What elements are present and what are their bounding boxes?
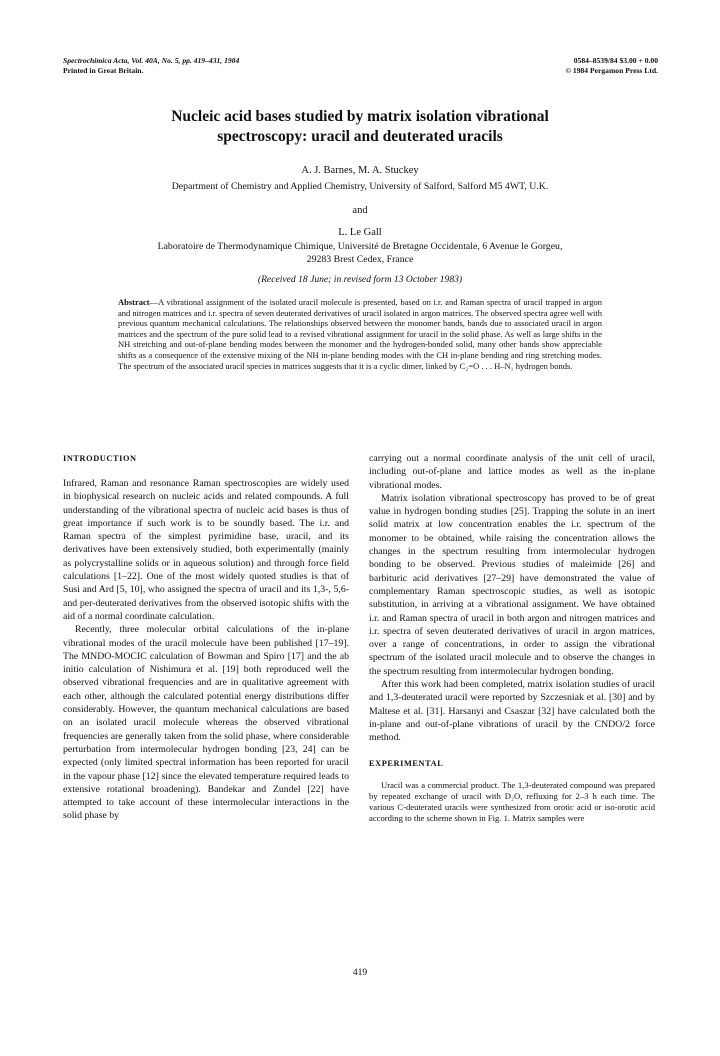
authors-group-1: A. J. Barnes, M. A. Stuckey <box>301 165 419 176</box>
experimental-paragraph-1: Uracil was a commercial product. The 1,3-deuterated compound was prepared by repeated exchange of uracil with D₂O, refluxing for 2–3 h each time. The various C-deuterated uracils were synthesized from orotic acid or iso-orotic acid according to the scheme shown in Fig. 1. Matrix samples were <box>369 779 655 823</box>
article-title <box>90 107 630 147</box>
abstract-text: —A vibrational assignment of the isolated uracil molecule is presented, based on i.r. and Raman spectra of uracil trapped in argon and nitrogen matrices and i.r. spectra of seven deuterated derivatives of uracil isolated in argon matrices. The observed spectra agree well with previous quantum mechanical calculations. The relationships observed between the monomer bands, bands due to associated uracil in argon matrices and the spectrum of the pure solid lead to a revised vibrational assignment for uracil in the solid phase. As well as large shifts in the NH stretching and out-of-plane bending modes between the monomer and the hydrogen-bonded solid, many other bands show appreciable shifts as a consequence of the extensive mixing of the NH in-plane bending modes with the CH in-plane bending and ring stretching modes. The spectrum of the associated uracil species in matrices suggests that it is a cyclic dimer, linked by C₂=O . . . H–N₁ hydrogen bonds. <box>118 297 603 371</box>
price-line-2: © 1984 Pergamon Press Ltd. <box>565 66 658 75</box>
affiliation-2-line-2: 29283 Brest Cedex, France <box>306 253 414 265</box>
journal-citation <box>63 56 239 76</box>
experimental-heading: EXPERIMENTAL <box>369 758 444 768</box>
right-column <box>369 452 655 824</box>
intro-paragraph-2: Recently, three molecular orbital calculations of the in-plane vibrational modes of the uracil molecule have been published [17–19]. The MNDO-MOCIC calculation of Bowman and Spiro [17] and the ab initio calculation of Nishimura et al. [19] both reproduced well the observed vibrational frequencies and are in qualitative agreement with each other, although the calculated potential energy distributions differ considerably. However, the quantum mechanical calculations are based on an isolated uracil molecule whereas the observed vibrational frequencies are generally taken from the solid phase, where considerable perturbation from intermolecular hydrogen bonding [23, 24] can be expected (only limited spectral information has been reported for uracil in the vapour phase [12] since the elevated temperature required leads to extensive rotational broadening). Bandekar and Zundel [22] have attempted to take account of these intermolecular interactions in the solid phase by <box>63 624 349 822</box>
left-column <box>63 452 349 823</box>
intro-paragraph-3: carrying out a normal coordinate analysis of the unit cell of uracil, including out-of-plane and lattice modes as well as the in-plane vibrational modes. <box>369 453 655 491</box>
price-line-1: 0584–8539/84 $3.00 + 0.00 <box>573 56 658 65</box>
title-line-2: spectroscopy: uracil and deuterated uracils <box>217 128 503 145</box>
affiliation-1: Department of Chemistry and Applied Chemistry, University of Salford, Salford M5 4WT, U.K. <box>171 181 549 192</box>
abstract <box>118 297 602 371</box>
affiliation-2 <box>63 241 657 266</box>
abstract-label: Abstract <box>118 297 150 307</box>
affiliation-2-line-1: Laboratoire de Thermodynamique Chimique, Université de Bretagne Occidentale, 6 Avenue le Gorgeu, <box>157 241 563 252</box>
journal-line-1: Spectrochimica Acta, Vol. 40A, No. 5, pp. 419–431, 1984 <box>63 56 240 65</box>
authors-group-2: L. Le Gall <box>338 227 382 238</box>
received-dates: (Received 18 June; in revised form 13 October 1983) <box>257 274 463 285</box>
author-conjunction: and <box>352 205 368 216</box>
title-line-1: Nucleic acid bases studied by matrix isolation vibrational <box>171 108 549 125</box>
journal-line-2: Printed in Great Britain. <box>63 66 144 75</box>
copyright-block <box>565 56 658 76</box>
intro-paragraph-4: Matrix isolation vibrational spectroscopy has proved to be of great value in hydrogen bonding studies [25]. Trapping the solute in an inert solid matrix at low concentration enables the i.r. spectrum of the monomer to be obtained, while raising the concentration allows the changes in the spectrum resulting from intermolecular hydrogen bonding to be observed. Previous studies of maleimide [26] and barbituric acid derivatives [27–29] have demonstrated the value of complementary Raman spectroscopic studies, as well as isotopic substitution, in arriving at a vibrational assignment. We have obtained i.r. and Raman spectra of uracil in both argon and nitrogen matrices and i.r. spectra of seven deuterated derivatives of uracil in argon matrices, over a range of concentrations, in order to assign the vibrational spectrum of the isolated uracil molecule and to observe the changes in the spectrum resulting from intermolecular hydrogen bonding. <box>369 492 655 677</box>
intro-paragraph-5: After this work had been completed, matrix isolation studies of uracil and 1,3-deuterated uracil were reported by Szczesniak et al. [30] and by Maltese et al. [31]. Harsanyi and Csaszar [32] have calculated both the in-plane and out-of-plane vibrations of uracil by the CNDO/2 force method. <box>369 679 655 744</box>
introduction-heading: INTRODUCTION <box>63 454 137 463</box>
page-number: 419 <box>352 968 368 978</box>
intro-paragraph-1: Infrared, Raman and resonance Raman spectroscopies are widely used in biophysical research on nucleic acids and related compounds. A full understanding of the vibrational spectra of nucleic acid bases is thus of great importance if such work is to be soundly based. The i.r. and Raman spectra of the simplest pyrimidine base, uracil, and its derivatives have been extensively studied, both experimentally (mainly as polycrystalline solids or in aqueous solution) and through force field calculations [1–22]. One of the most widely quoted studies is that of Susi and Ard [5, 10], who assigned the spectra of uracil and its 1,3-, 5,6- and per-deuterated derivatives from the observed isotopic shifts with the aid of a normal coordinate calculation. <box>63 478 349 622</box>
